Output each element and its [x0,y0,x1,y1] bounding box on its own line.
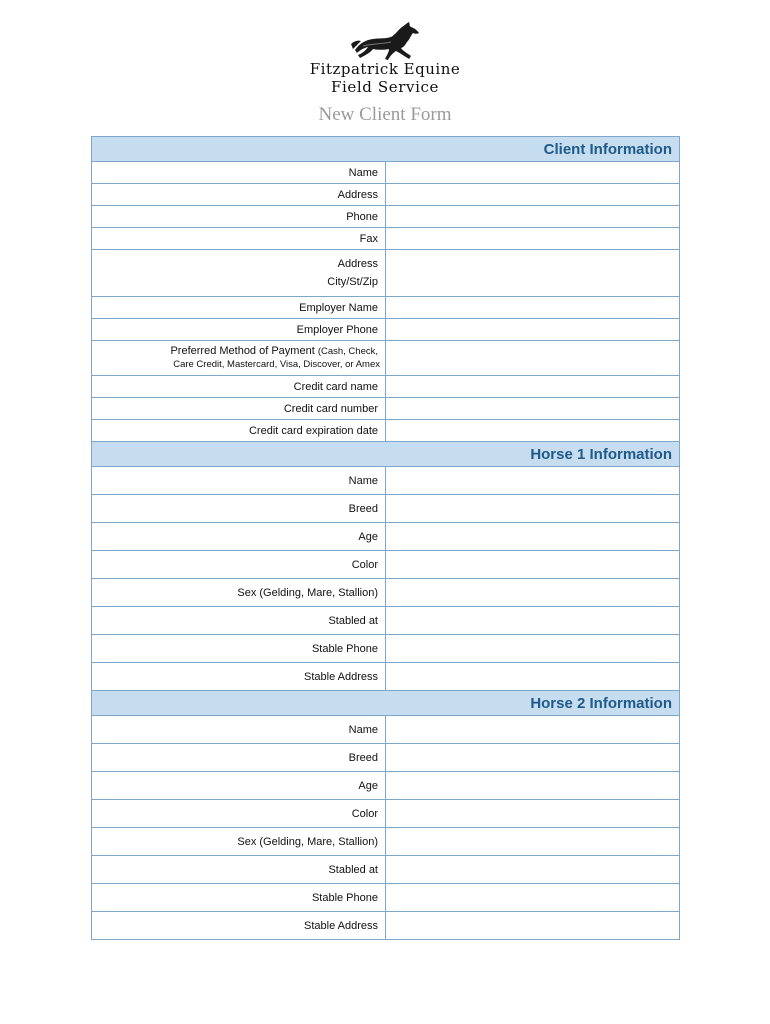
form-row-horse1-age [92,523,680,551]
payment-options-line2: Care Credit, Mastercard, Visa, Discover, or Amex [173,359,380,370]
form-row-client-name [92,162,680,184]
form-row-horse1-stable-phone [92,635,680,663]
section-title: Client Information [92,137,680,162]
section-header-client [92,137,680,162]
form-row-horse1-breed [92,495,680,523]
field-label: Stable Address [92,663,386,691]
form-row-payment-method [92,341,680,376]
section-title: Horse 1 Information [92,442,680,467]
form-title: New Client Form [318,104,452,125]
field-label: Credit card expiration date [92,420,386,442]
employer-name-field[interactable] [386,297,680,319]
payment-label: Preferred Method of Payment [170,345,315,357]
field-label: Employer Name [92,297,386,319]
field-label: Color [92,551,386,579]
field-label: Breed [92,495,386,523]
form-row-horse2-age [92,772,680,800]
horse2-name-field[interactable] [386,716,680,744]
form-row-horse2-breed [92,744,680,772]
horse1-name-field[interactable] [386,467,680,495]
section-header-horse1 [92,442,680,467]
section-header-horse2 [92,691,680,716]
field-label: Stable Address [92,912,386,940]
horse2-stable-address-field[interactable] [386,912,680,940]
horse2-sex-field[interactable] [386,828,680,856]
field-label: Age [92,523,386,551]
payment-options-line1: (Cash, Check, [317,346,378,357]
section-title: Horse 2 Information [92,691,680,716]
field-label: Sex (Gelding, Mare, Stallion) [92,579,386,607]
field-label: Stable Phone [92,635,386,663]
company-name-line1: Fitzpatrick Equine [309,60,461,78]
horse-logo-icon [349,20,421,64]
form-row-horse1-sex [92,579,680,607]
field-label: Color [92,800,386,828]
client-form-table [91,136,680,940]
form-row-client-phone [92,206,680,228]
horse2-color-field[interactable] [386,800,680,828]
field-label: Stabled at [92,607,386,635]
field-label: Breed [92,744,386,772]
cc-name-field[interactable] [386,376,680,398]
horse2-age-field[interactable] [386,772,680,800]
payment-method-field[interactable] [386,341,680,376]
field-label [92,250,386,297]
field-label: Stabled at [92,856,386,884]
field-label: Stable Phone [92,884,386,912]
company-name-line2: Field Service [331,78,439,96]
form-row-horse2-sex [92,828,680,856]
horse1-stabled-at-field[interactable] [386,607,680,635]
form-row-client-fax [92,228,680,250]
field-label [92,341,386,376]
field-label: Phone [92,206,386,228]
client-phone-field[interactable] [386,206,680,228]
horse2-breed-field[interactable] [386,744,680,772]
horse2-stable-phone-field[interactable] [386,884,680,912]
form-row-horse2-stable-address [92,912,680,940]
horse1-sex-field[interactable] [386,579,680,607]
form-row-cc-exp [92,420,680,442]
form-row-horse1-color [92,551,680,579]
horse1-stable-address-field[interactable] [386,663,680,691]
client-name-field[interactable] [386,162,680,184]
field-label: Credit card name [92,376,386,398]
form-row-horse2-color [92,800,680,828]
employer-phone-field[interactable] [386,319,680,341]
horse1-color-field[interactable] [386,551,680,579]
field-label: Employer Phone [92,319,386,341]
horse2-stabled-at-field[interactable] [386,856,680,884]
form-row-horse2-stabled-at [92,856,680,884]
cc-expiration-field[interactable] [386,420,680,442]
cc-number-field[interactable] [386,398,680,420]
form-row-horse2-stable-phone [92,884,680,912]
field-label: Name [92,716,386,744]
form-row-horse1-stabled-at [92,607,680,635]
field-label-line1: Address [337,258,378,270]
client-address-field[interactable] [386,184,680,206]
form-row-client-city-st-zip [92,250,680,297]
form-row-client-address [92,184,680,206]
field-label: Credit card number [92,398,386,420]
field-label: Address [92,184,386,206]
field-label: Age [92,772,386,800]
field-label-line2: City/St/Zip [327,276,378,288]
form-row-employer-phone [92,319,680,341]
form-row-horse1-stable-address [92,663,680,691]
field-label: Fax [92,228,386,250]
form-row-horse2-name [92,716,680,744]
field-label: Name [92,162,386,184]
form-row-cc-name [92,376,680,398]
field-label: Name [92,467,386,495]
form-row-horse1-name [92,467,680,495]
form-row-cc-number [92,398,680,420]
horse1-age-field[interactable] [386,523,680,551]
field-label: Sex (Gelding, Mare, Stallion) [92,828,386,856]
client-fax-field[interactable] [386,228,680,250]
horse1-stable-phone-field[interactable] [386,635,680,663]
client-city-st-zip-field[interactable] [386,250,680,297]
form-row-employer-name [92,297,680,319]
horse1-breed-field[interactable] [386,495,680,523]
